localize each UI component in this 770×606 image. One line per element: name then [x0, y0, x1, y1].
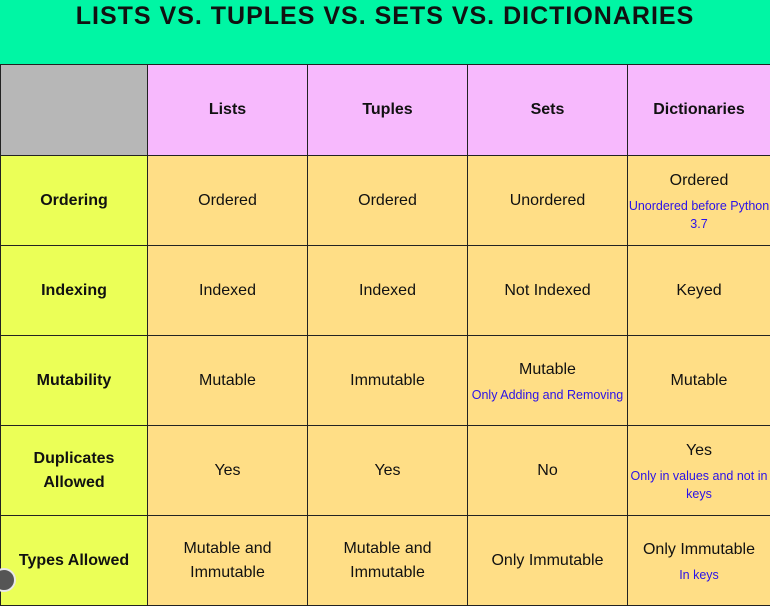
table-cell: Ordered	[148, 156, 308, 246]
table-cell: Yes	[308, 426, 468, 516]
table-cell: Only Immutable	[468, 516, 628, 606]
page-title: LISTS VS. TUPLES VS. SETS VS. DICTIONARIES	[76, 2, 695, 31]
table-cell: Ordered	[308, 156, 468, 246]
column-header-lists: Lists	[148, 65, 308, 156]
row-label: Duplicates Allowed	[1, 426, 148, 516]
table-cell: Mutable Only Adding and Removing	[468, 336, 628, 426]
table-cell: Mutable and Immutable	[148, 516, 308, 606]
column-header-dictionaries: Dictionaries	[628, 65, 770, 156]
table-cell: Only Immutable In keys	[628, 516, 770, 606]
column-header-sets: Sets	[468, 65, 628, 156]
table-cell: Unordered	[468, 156, 628, 246]
cell-note: Unordered before Python 3.7	[628, 197, 770, 233]
table-row	[1, 156, 770, 246]
title-banner	[0, 0, 770, 64]
table-cell: Immutable	[308, 336, 468, 426]
cell-note: In keys	[628, 566, 770, 584]
row-label: Mutability	[1, 336, 148, 426]
row-label: Indexing	[1, 246, 148, 336]
row-label: Types Allowed	[1, 516, 148, 606]
table-cell: Indexed	[148, 246, 308, 336]
table-cell: Ordered Unordered before Python 3.7	[628, 156, 770, 246]
table-row	[1, 336, 770, 426]
cell-note: Only in values and not in keys	[628, 467, 770, 503]
corner-cell	[1, 65, 148, 156]
table-cell: Yes	[148, 426, 308, 516]
table-cell: No	[468, 426, 628, 516]
cell-note: Only Adding and Removing	[468, 386, 627, 404]
table-row	[1, 426, 770, 516]
table-cell: Indexed	[308, 246, 468, 336]
table-cell: Keyed	[628, 246, 770, 336]
table-cell: Not Indexed	[468, 246, 628, 336]
table-cell: Mutable and Immutable	[308, 516, 468, 606]
row-label: Ordering	[1, 156, 148, 246]
table-row	[1, 516, 770, 606]
table-cell: Yes Only in values and not in keys	[628, 426, 770, 516]
table-cell: Mutable	[628, 336, 770, 426]
table-cell: Mutable	[148, 336, 308, 426]
comparison-table	[0, 64, 770, 606]
table-row	[1, 246, 770, 336]
column-header-tuples: Tuples	[308, 65, 468, 156]
header-row	[1, 65, 770, 156]
